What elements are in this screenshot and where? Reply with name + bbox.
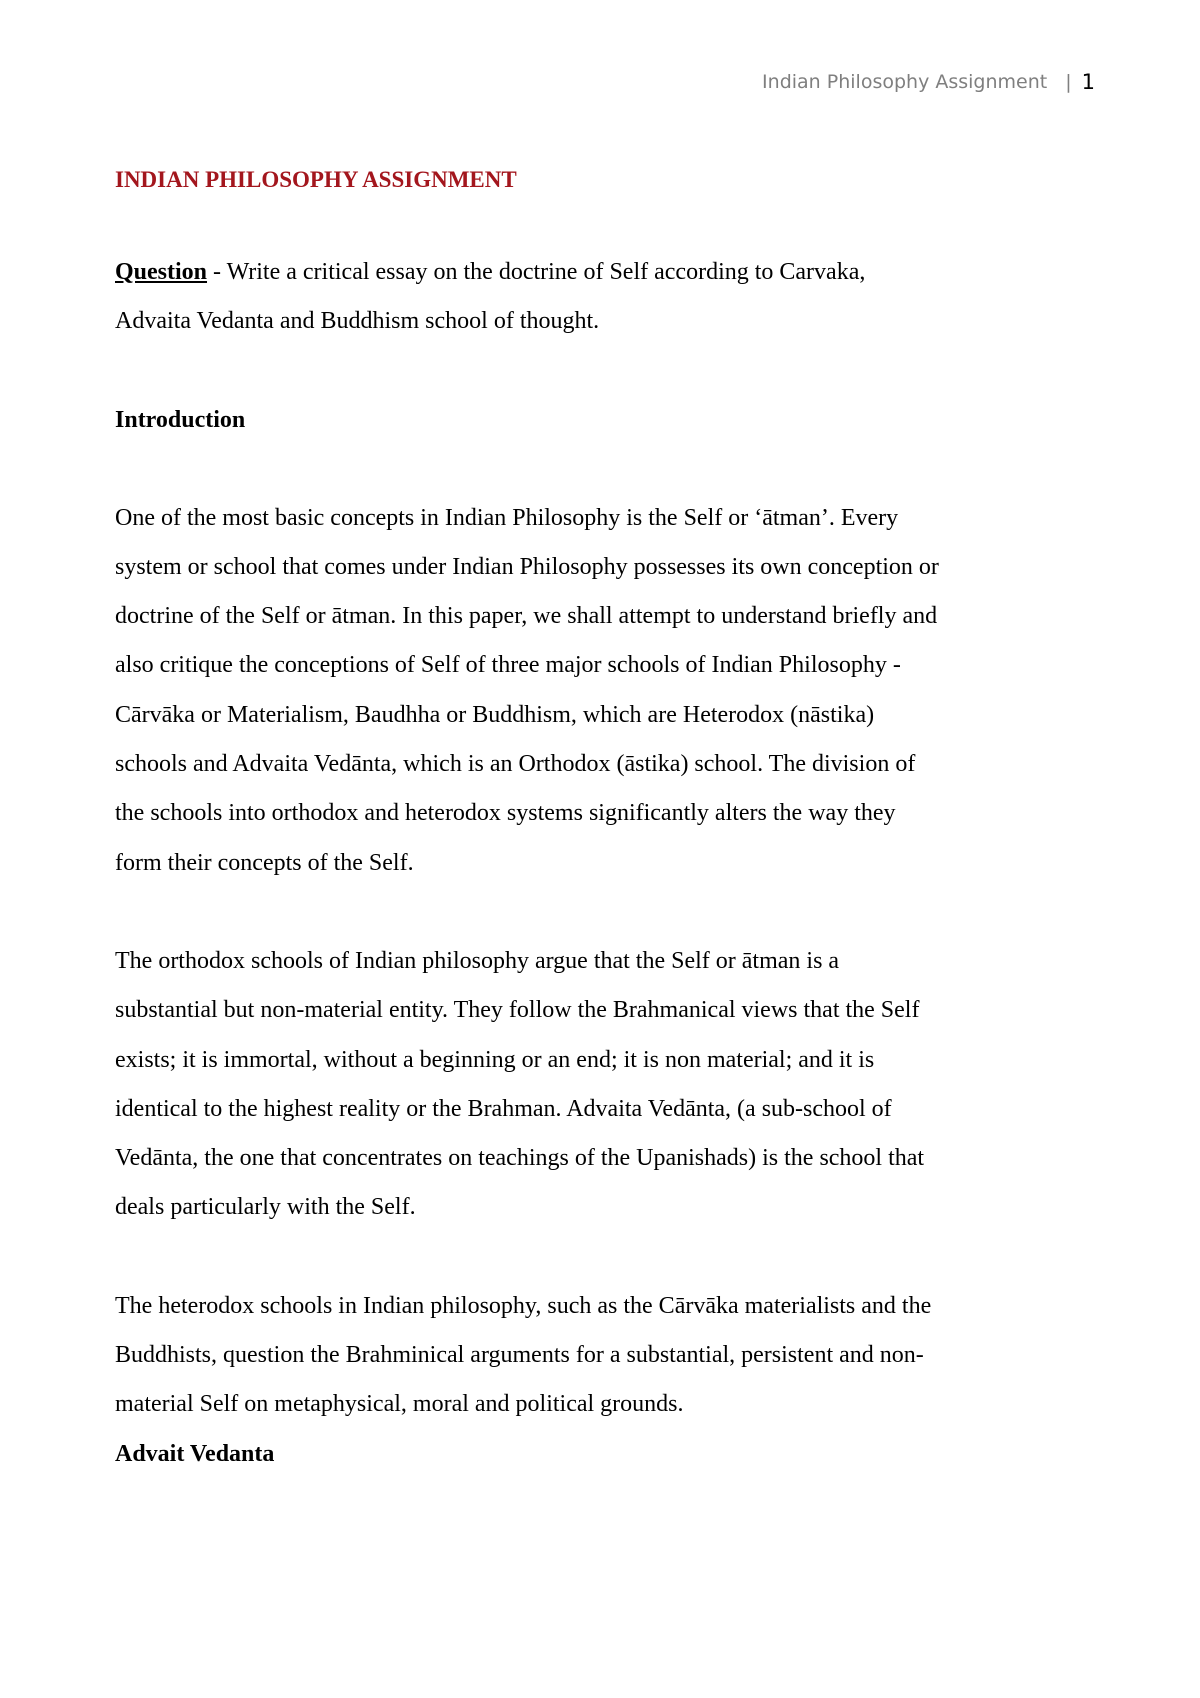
running-title: Indian Philosophy Assignment — [762, 71, 1048, 93]
spacer — [115, 200, 1095, 248]
paragraph-line: exists; it is immortal, without a beginning or an end; it is non material; and it is — [115, 1046, 875, 1073]
paragraph-line: Cārvāka or Materialism, Baudhha or Buddhism, which are Heterodox (nāstika) — [115, 701, 875, 728]
paragraph-line: The orthodox schools of Indian philosophy argue that the Self or ātman is a — [115, 947, 840, 974]
paragraph-line: system or school that comes under Indian Philosophy possesses its own conception or — [115, 553, 939, 580]
paragraph-line: identical to the highest reality or the Brahman. Advaita Vedānta, (a sub-school of — [115, 1095, 892, 1122]
paragraph-line: the schools into orthodox and heterodox systems significantly alters the way they — [115, 800, 896, 827]
section-heading: Advait Vedanta — [115, 1440, 275, 1467]
paragraph-3 — [115, 1282, 1095, 1430]
introduction-heading: Introduction — [115, 406, 246, 433]
spacer — [115, 888, 1095, 937]
question-label: Question — [115, 259, 208, 285]
spacer — [115, 1233, 1095, 1282]
paragraph-line: The heterodox schools in Indian philosophy, such as the Cārvāka materialists and the — [115, 1292, 932, 1319]
question-dash: - — [207, 259, 227, 285]
paragraph-line: substantial but non-material entity. They follow the Brahmanical views that the Self — [115, 997, 920, 1024]
paragraph-line: Buddhists, question the Brahminical arguments for a substantial, persistent and non- — [115, 1342, 924, 1369]
header-separator: | — [1065, 71, 1072, 93]
question-line-2: Advaita Vedanta and Buddhism school of thought. — [115, 308, 600, 335]
paragraph-2 — [115, 937, 1095, 1233]
paragraph-line: material Self on metaphysical, moral and political grounds. — [115, 1391, 684, 1418]
paragraph-line: doctrine of the Self or ātman. In this paper, we shall attempt to understand briefly and — [115, 603, 938, 630]
paragraph-line: schools and Advaita Vedānta, which is an Orthodox (āstika) school. The division of — [115, 751, 916, 778]
spacer — [115, 445, 1095, 494]
paragraph-line: Vedānta, the one that concentrates on teachings of the Upanishads) is the school that — [115, 1145, 925, 1172]
paragraph-1 — [115, 494, 1095, 888]
document-title: INDIAN PHILOSOPHY ASSIGNMENT — [115, 167, 517, 192]
paragraph-line: also critique the conceptions of Self of three major schools of Indian Philosophy - — [115, 652, 901, 679]
paragraph-line: deals particularly with the Self. — [115, 1194, 416, 1221]
paragraph-line: form their concepts of the Self. — [115, 849, 414, 876]
page-header — [762, 70, 1095, 94]
spacer — [115, 347, 1095, 396]
question-line-1 — [115, 248, 1095, 297]
page-number: 1 — [1081, 70, 1095, 94]
document-body — [115, 160, 1095, 1479]
question-text-1: Write a critical essay on the doctrine of Self according to Carvaka, — [226, 259, 866, 285]
paragraph-line: One of the most basic concepts in Indian Philosophy is the Self or ‘ātman’. Every — [115, 504, 899, 531]
